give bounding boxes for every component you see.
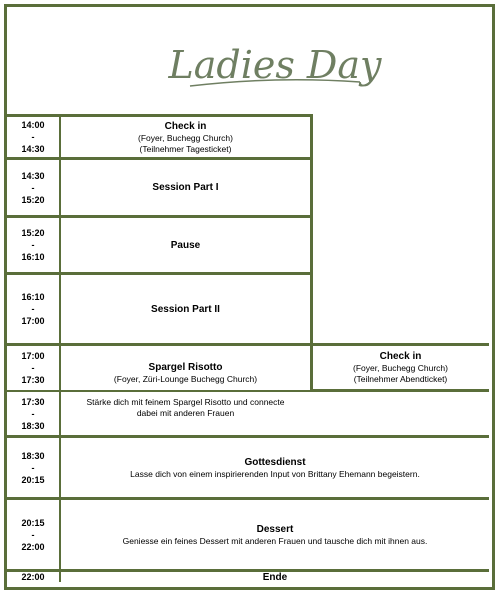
event-gottesdienst: Gottesdienst Lasse dich von einem inspirierenden Input von Brittany Ehemann begeistern. xyxy=(130,456,420,479)
ladies-day-logo xyxy=(168,28,382,98)
time-r8: 20:15 - 22:00 xyxy=(21,517,45,552)
time-r7: 18:30 - 20:15 xyxy=(21,450,45,485)
svg-text:Ladies Day: Ladies Day xyxy=(168,43,382,87)
time-r2: 14:30 - 15:20 xyxy=(21,170,45,205)
time-r5: 17:00 - 17:30 xyxy=(21,351,45,385)
event-pause: Pause xyxy=(170,239,201,251)
event-risotto: Spargel Risotto (Foyer, Züri-Lounge Buchegg Church) xyxy=(113,362,258,384)
event-risotto-desc: Stärke dich mit feinem Spargel Risotto und connecte dabei mit anderen Frauen xyxy=(86,397,285,418)
time-r3: 15:20 - 16:10 xyxy=(21,228,45,262)
time-r4: 16:10 - 17:00 xyxy=(21,292,45,326)
event-session-2: Session Part II xyxy=(151,303,220,315)
event-dessert: Dessert Geniesse ein feines Dessert mit anderen Frauen und tausche dich mit ihnen aus. xyxy=(122,523,428,546)
event-ende: Ende xyxy=(262,571,288,583)
time-r1: 14:00 - 14:30 xyxy=(21,120,45,154)
time-r6: 17:30 - 18:30 xyxy=(21,396,45,431)
time-r9: 22:00 xyxy=(21,572,45,582)
event-session-1: Session Part I xyxy=(152,182,219,193)
event-check-in-evening: Check in (Foyer, Buchegg Church) (Teilnehmer Abendticket) xyxy=(353,351,448,384)
event-check-in: Check in (Foyer, Buchegg Church) (Teilnehmer Tagesticket) xyxy=(138,120,233,154)
